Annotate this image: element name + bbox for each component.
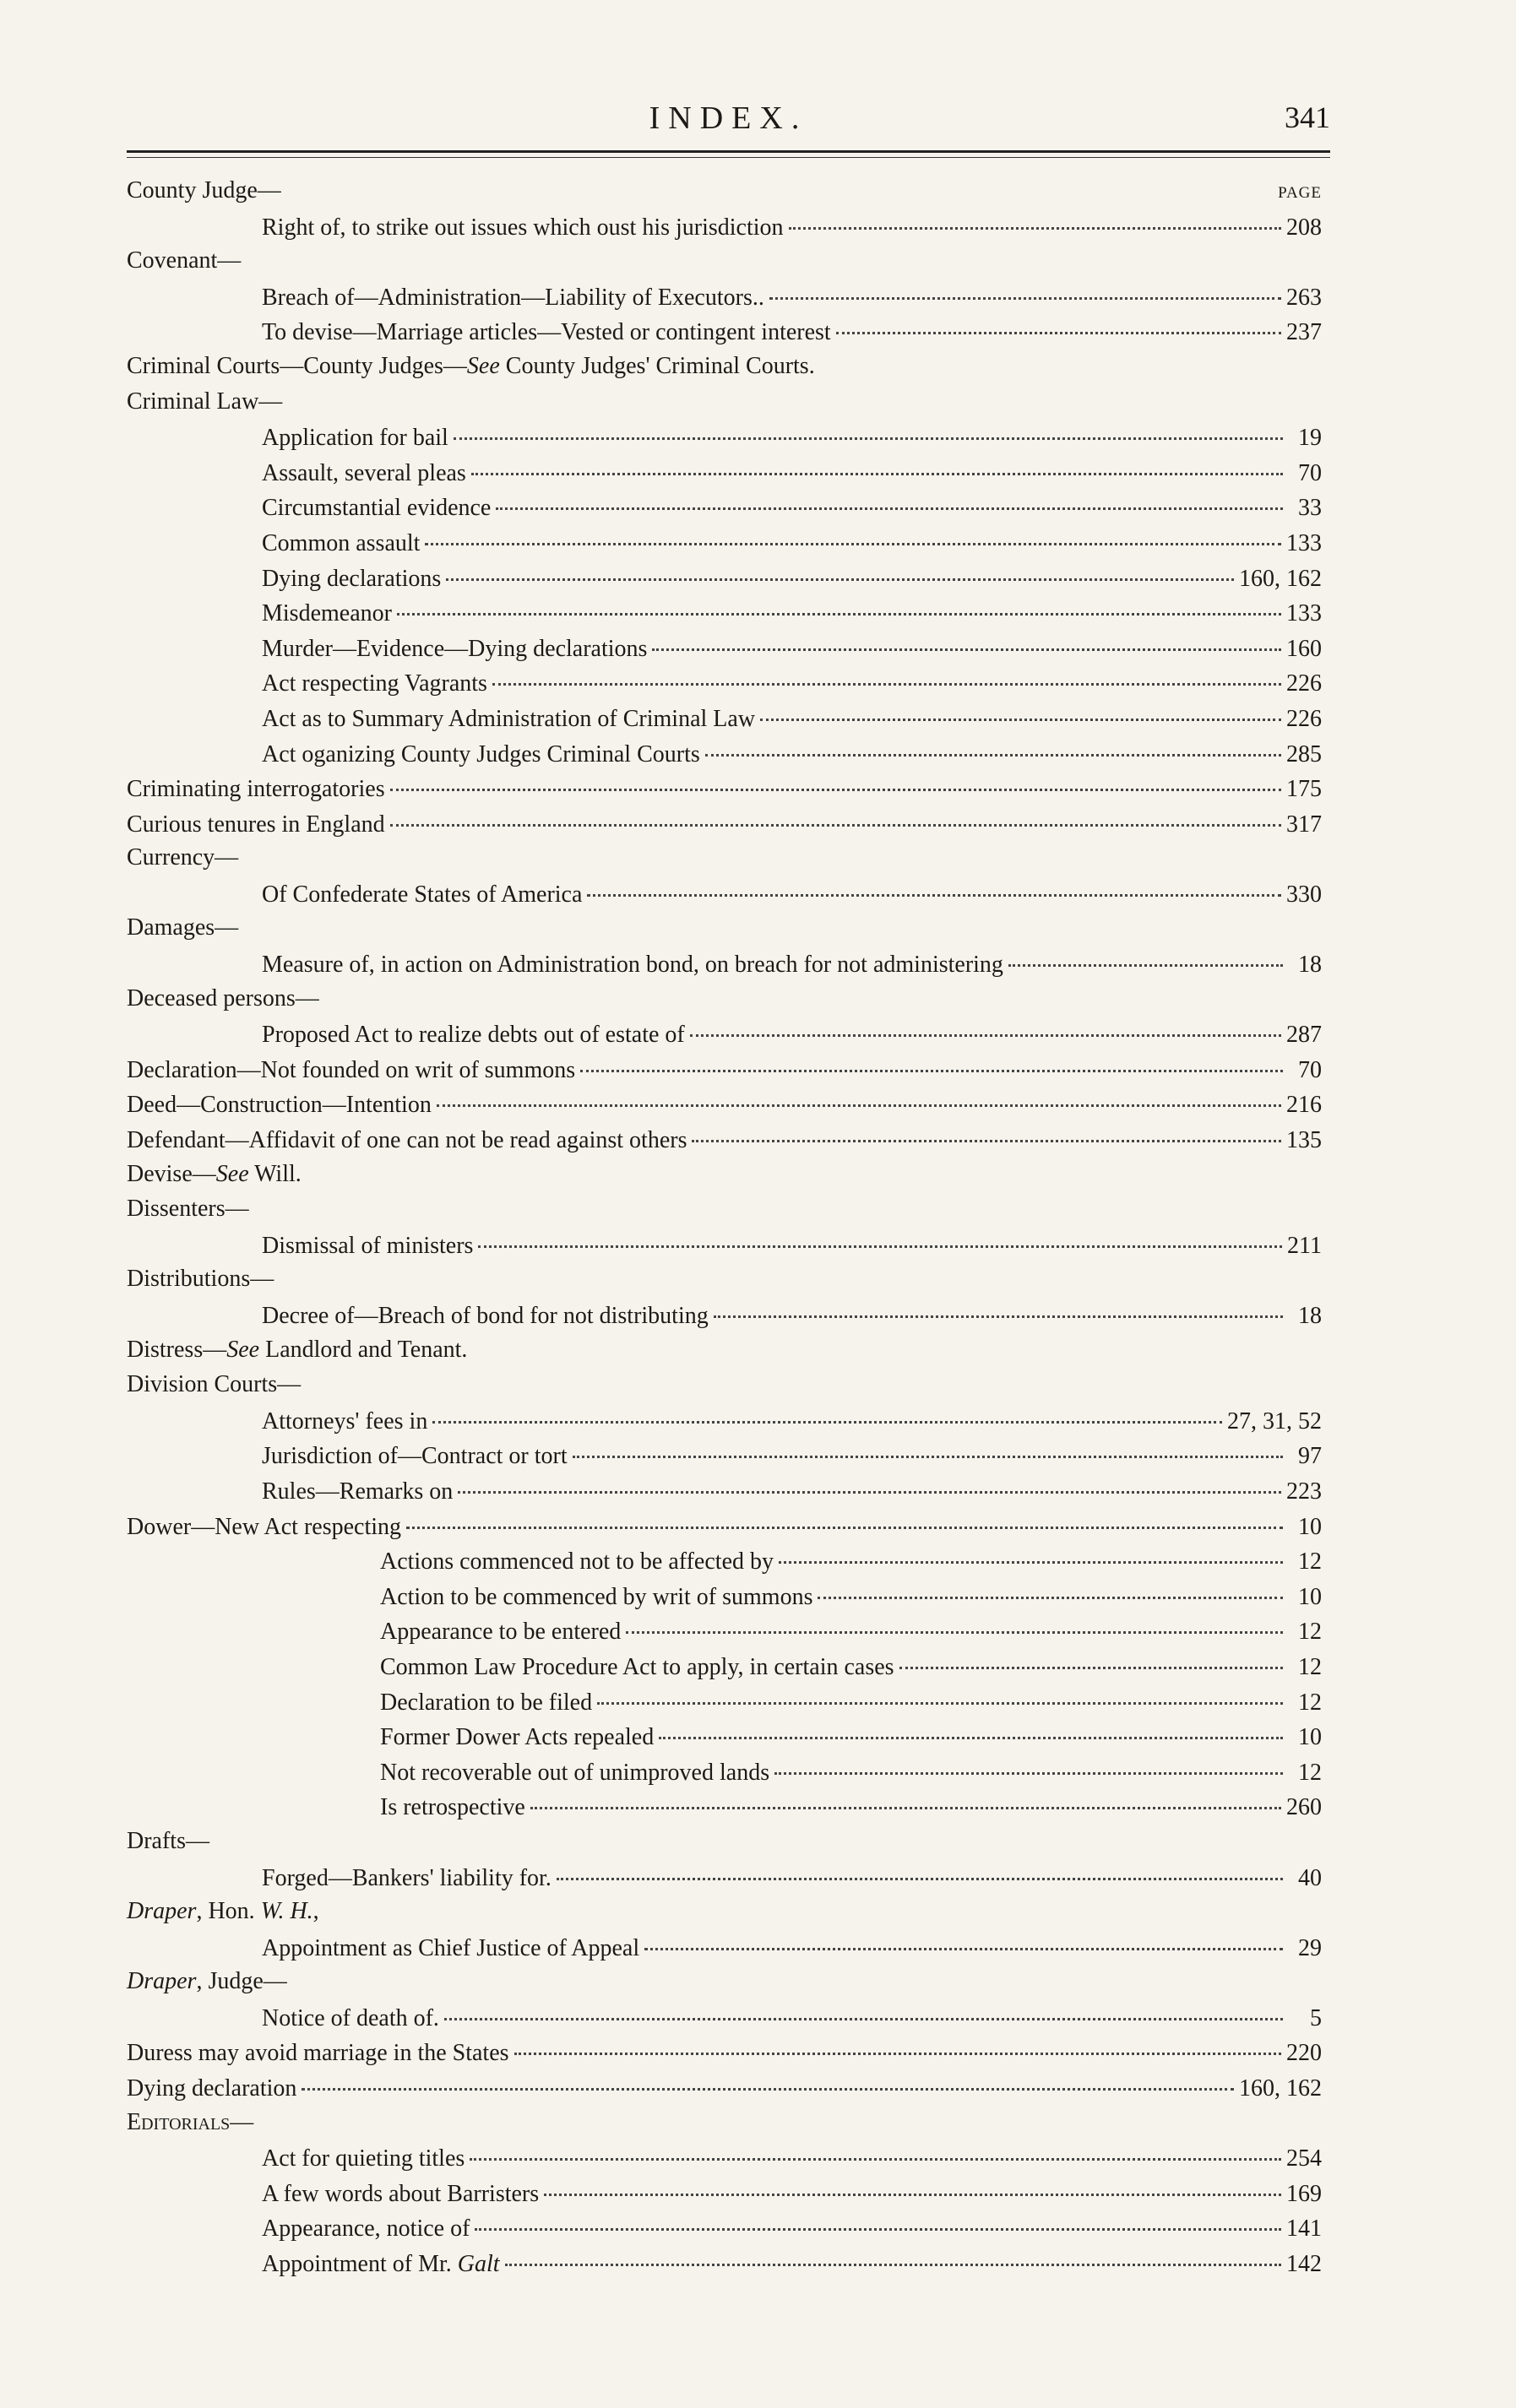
entry-text: Deed—Construction—Intention xyxy=(127,1092,432,1119)
entry-text: Distributions— xyxy=(127,1266,274,1293)
dot-leader xyxy=(425,519,1281,545)
entry-text: Action to be commenced by writ of summons xyxy=(380,1583,813,1610)
entry-pages: 10 xyxy=(1298,1583,1322,1610)
dot-leader xyxy=(471,449,1283,475)
index-entries xyxy=(127,173,1330,2281)
dot-leader xyxy=(390,765,1281,791)
dot-leader xyxy=(496,484,1283,510)
entry-text: Editorials— xyxy=(127,2108,254,2135)
dot-leader xyxy=(492,659,1281,686)
entry-text: Appointment as Chief Justice of Appeal xyxy=(262,1934,640,1961)
entry-text: Attorneys' fees in xyxy=(262,1407,428,1434)
entry-text: Of Confederate States of America xyxy=(262,881,583,908)
entry-pages: 135 xyxy=(1286,1127,1322,1154)
entry-pages: 27, 31, 52 xyxy=(1227,1407,1322,1434)
dot-leader xyxy=(446,555,1234,581)
entry-pages: 216 xyxy=(1286,1092,1322,1119)
entry-pages: 160, 162 xyxy=(1239,2075,1322,2102)
entry-text: Dower—New Act respecting xyxy=(127,1513,402,1540)
entry-pages: 260 xyxy=(1286,1794,1322,1821)
dot-leader xyxy=(1008,941,1283,967)
entry-text: Draper, Hon. W. H., xyxy=(127,1898,319,1925)
entry-text: Duress may avoid marriage in the States xyxy=(127,2040,509,2067)
entry-text: Measure of, in action on Administration bond, on breach for not administering xyxy=(262,952,1003,979)
page-column-label: PAGE xyxy=(1278,184,1322,202)
entry-pages: 12 xyxy=(1298,1548,1322,1576)
index-heading xyxy=(127,2069,1330,2105)
entry-text: Rules—Remarks on xyxy=(262,1478,454,1505)
page-number: 341 xyxy=(1285,100,1330,134)
entry-text: Appointment of Mr. Galt xyxy=(262,2251,500,2278)
entry-pages: 19 xyxy=(1298,425,1322,452)
dot-leader xyxy=(432,1397,1222,1424)
dot-leader xyxy=(652,625,1281,651)
index-subentry xyxy=(127,209,1330,244)
entry-pages: 12 xyxy=(1298,1689,1322,1716)
entry-text: Currency— xyxy=(127,844,239,871)
dot-leader xyxy=(544,2170,1281,2196)
entry-text: Application for bail xyxy=(262,425,448,452)
dot-leader xyxy=(406,1503,1283,1529)
page-header xyxy=(127,91,1330,142)
entry-text: Covenant— xyxy=(127,247,242,274)
index-subentry xyxy=(127,1859,1330,1895)
dot-leader xyxy=(769,274,1281,300)
entry-text: Jurisdiction of—Contract or tort xyxy=(262,1443,568,1470)
entry-text: Breach of—Administration—Liability of Executors.. xyxy=(262,284,764,311)
index-heading xyxy=(127,1157,1330,1192)
entry-pages: 285 xyxy=(1286,740,1322,767)
entry-text: Division Courts— xyxy=(127,1371,302,1398)
header-rule xyxy=(127,150,1330,153)
entry-text: Dying declarations xyxy=(262,565,442,592)
index-subentry xyxy=(127,946,1330,981)
dot-leader xyxy=(454,414,1283,440)
entry-text: Act respecting Vagrants xyxy=(262,670,487,697)
entry-pages: 254 xyxy=(1286,2145,1322,2172)
entry-text: Act for quieting titles xyxy=(262,2145,465,2172)
entry-pages: 169 xyxy=(1286,2180,1322,2207)
dot-leader xyxy=(514,2029,1281,2055)
entry-pages: 141 xyxy=(1286,2215,1322,2243)
entry-pages: 237 xyxy=(1286,319,1322,346)
dot-leader xyxy=(597,1679,1283,1705)
dot-leader xyxy=(458,1467,1281,1494)
entry-text: Appearance to be entered xyxy=(380,1619,622,1646)
index-heading xyxy=(127,805,1330,841)
entry-text: A few words about Barristers xyxy=(262,2180,540,2207)
entry-text: Declaration to be filed xyxy=(380,1689,593,1716)
entry-pages: 97 xyxy=(1298,1443,1322,1470)
dot-leader xyxy=(899,1643,1283,1669)
dot-leader xyxy=(714,1292,1283,1318)
dot-leader xyxy=(475,2205,1281,2231)
dot-leader xyxy=(580,1046,1283,1072)
entry-pages: 160 xyxy=(1286,635,1322,662)
entry-text: Damages— xyxy=(127,914,239,941)
entry-pages: 220 xyxy=(1286,2040,1322,2067)
dot-leader xyxy=(690,1011,1281,1037)
dot-leader xyxy=(478,1222,1282,1248)
dot-leader xyxy=(390,800,1281,827)
entry-pages: 330 xyxy=(1286,881,1322,908)
entry-text: Actions commenced not to be affected by xyxy=(380,1548,774,1576)
entry-text: Not recoverable out of unimproved lands xyxy=(380,1759,770,1786)
dot-leader xyxy=(836,308,1281,334)
dot-leader xyxy=(626,1608,1283,1634)
index-subentry xyxy=(127,1227,1330,1262)
entry-text: Dissenters— xyxy=(127,1196,249,1223)
entry-text: Dismissal of ministers xyxy=(262,1232,474,1259)
entry-text: Decree of—Breach of bond for not distributing xyxy=(262,1303,709,1329)
entry-pages: 160, 162 xyxy=(1239,565,1322,592)
entry-pages: 18 xyxy=(1298,952,1322,979)
entry-text: Dying declaration xyxy=(127,2075,297,2102)
header-rule-thin xyxy=(127,157,1330,158)
dot-leader xyxy=(705,730,1281,757)
entry-text: Act oganizing County Judges Criminal Courts xyxy=(262,740,700,767)
entry-pages: 317 xyxy=(1286,811,1322,838)
index-heading xyxy=(127,1332,1330,1368)
dot-leader xyxy=(505,2240,1281,2266)
entry-pages: 142 xyxy=(1286,2251,1322,2278)
entry-pages: 12 xyxy=(1298,1653,1322,1680)
entry-pages: 226 xyxy=(1286,670,1322,697)
entry-text: Appearance, notice of xyxy=(262,2215,470,2243)
entry-text: To devise—Marriage articles—Vested or contingent interest xyxy=(262,319,831,346)
index-subentry xyxy=(127,1297,1330,1332)
entry-text: Declaration—Not founded on writ of summons xyxy=(127,1056,576,1083)
entry-pages: 5 xyxy=(1310,2004,1322,2031)
entry-text: Distress—See Landlord and Tenant. xyxy=(127,1336,468,1363)
entry-text: Murder—Evidence—Dying declarations xyxy=(262,635,648,662)
entry-text: Act as to Summary Administration of Criminal Law xyxy=(262,705,756,732)
index-heading xyxy=(127,1121,1330,1157)
entry-pages: 70 xyxy=(1298,1056,1322,1083)
entry-pages: 70 xyxy=(1298,459,1322,486)
entry-text: Curious tenures in England xyxy=(127,811,385,838)
entry-pages: 10 xyxy=(1298,1513,1322,1540)
entry-text: Criminal Courts—County Judges—See County Judges' Criminal Courts. xyxy=(127,352,815,379)
entry-pages: 175 xyxy=(1286,776,1322,803)
entry-pages: 33 xyxy=(1298,495,1322,522)
entry-pages: 12 xyxy=(1298,1619,1322,1646)
entry-pages: 211 xyxy=(1287,1232,1322,1259)
dot-leader xyxy=(470,2134,1281,2161)
dot-leader xyxy=(397,589,1281,616)
dot-leader xyxy=(774,1749,1283,1775)
dot-leader xyxy=(557,1854,1283,1880)
entry-pages: 208 xyxy=(1286,214,1322,241)
index-subentry xyxy=(127,2245,1330,2281)
entry-text: Criminal Law— xyxy=(127,388,283,415)
entry-text: Proposed Act to realize debts out of estate of xyxy=(262,1022,685,1049)
dot-leader xyxy=(587,870,1281,897)
index-subentry xyxy=(127,1929,1330,1965)
entry-text: Draper, Judge— xyxy=(127,1968,287,1995)
entry-pages: 40 xyxy=(1298,1864,1322,1891)
dot-leader xyxy=(692,1116,1281,1142)
dot-leader xyxy=(760,695,1281,721)
entry-text: Circumstantial evidence xyxy=(262,495,492,522)
entry-text: Common Law Procedure Act to apply, in certain cases xyxy=(380,1653,894,1680)
dot-leader xyxy=(530,1783,1281,1809)
entry-pages: 10 xyxy=(1298,1724,1322,1751)
dot-leader xyxy=(444,1994,1283,2020)
entry-pages: 226 xyxy=(1286,705,1322,732)
entry-text: Assault, several pleas xyxy=(262,459,466,486)
entry-text: Common assault xyxy=(262,529,421,556)
entry-pages: 263 xyxy=(1286,284,1322,311)
entry-text: Is retrospective xyxy=(380,1794,525,1821)
entry-text: Forged—Bankers' liability for. xyxy=(262,1864,552,1891)
entry-text: Notice of death of. xyxy=(262,2004,439,2031)
entry-pages: 223 xyxy=(1286,1478,1322,1505)
entry-text: Devise—See Will. xyxy=(127,1160,302,1187)
entry-text: Drafts— xyxy=(127,1827,209,1854)
dot-leader xyxy=(818,1573,1283,1599)
dot-leader xyxy=(302,2064,1234,2091)
index-subentry xyxy=(127,313,1330,349)
entry-text: Former Dower Acts repealed xyxy=(380,1724,655,1751)
page-title: INDEX. xyxy=(649,100,808,136)
entry-text: Misdemeanor xyxy=(262,600,392,627)
dot-leader xyxy=(573,1432,1283,1458)
entry-text: Right of, to strike out issues which oust his jurisdiction xyxy=(262,214,784,241)
entry-text: Criminating interrogatories xyxy=(127,776,385,803)
entry-text: Defendant—Affidavit of one can not be read against others xyxy=(127,1127,687,1154)
dot-leader xyxy=(659,1713,1283,1739)
index-subentry xyxy=(127,1788,1330,1824)
entry-pages: 12 xyxy=(1298,1759,1322,1786)
entry-pages: 133 xyxy=(1286,529,1322,556)
dot-leader xyxy=(437,1081,1281,1107)
index-heading xyxy=(127,349,1330,384)
entry-pages: 18 xyxy=(1298,1303,1322,1329)
dot-leader xyxy=(789,203,1281,230)
entry-pages: 287 xyxy=(1286,1022,1322,1049)
entry-text: Deceased persons— xyxy=(127,984,319,1011)
entry-pages: 133 xyxy=(1286,600,1322,627)
index-subentry xyxy=(127,876,1330,911)
dot-leader xyxy=(644,1924,1283,1950)
entry-text: County Judge— xyxy=(127,177,281,203)
dot-leader xyxy=(779,1538,1283,1564)
entry-pages: 29 xyxy=(1298,1934,1322,1961)
